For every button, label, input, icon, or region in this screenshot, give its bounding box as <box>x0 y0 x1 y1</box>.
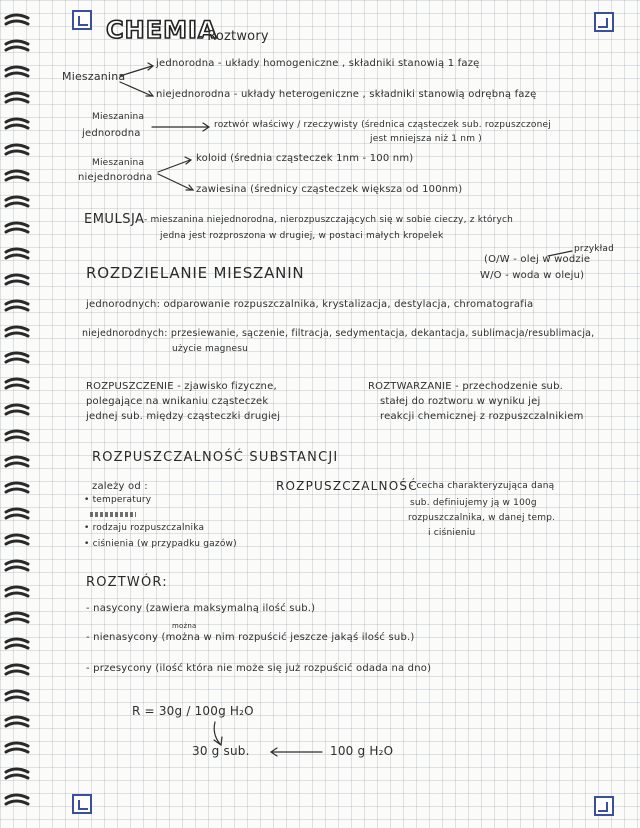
emulsja-note-1: (O/W - olej w wodzie <box>484 254 591 265</box>
emulsja-line-1: - mieszanina niejednorodna, nierozpuszczających się w sobie cieczy, z których <box>144 215 514 225</box>
rozpuszczanie-line-1: ROZPUSZCZENIE - zjawisko fizyczne, <box>86 381 277 392</box>
zalezy-item-rozpuszczalnik: • rodzaju rozpuszczalnika <box>84 523 205 533</box>
rozpuszczalnosc-def-3: rozpuszczalnika, w danej temp. <box>408 513 556 523</box>
formula-left: 30 g sub. <box>192 744 250 758</box>
mj-label-1: Mieszanina <box>92 112 145 122</box>
arrow-koloid <box>158 160 190 172</box>
roztwor-nienasycony-note: można <box>172 622 197 630</box>
roztwor-heading: ROZTWÓR: <box>86 575 168 590</box>
page-subtitle: - Roztwory <box>198 29 269 44</box>
scribble <box>90 512 136 517</box>
roztwarzanie-line-2: stałej do roztworu w wyniku jej <box>380 396 541 407</box>
roztwor-przesycony: - przesycony (ilość która nie może się już rozpuścić odada na dno) <box>86 663 432 674</box>
mj-desc-1: roztwór właściwy / rzeczywisty (średnica cząsteczek sub. rozpuszczonej <box>214 120 551 130</box>
mn-label-2: niejednorodna <box>78 172 153 183</box>
emulsja-przyklad: przykład <box>574 244 615 254</box>
corner-marker-top-right <box>594 12 614 32</box>
emulsja-note-2: W/O - woda w oleju) <box>480 270 585 281</box>
spiral-binding <box>0 0 40 828</box>
formula-main: R = 30g / 100g H₂O <box>132 704 254 718</box>
rozdzielanie-niejednorodnych-2: użycie magnesu <box>172 344 249 354</box>
corner-marker-top-left <box>72 10 92 30</box>
mn-zawiesina: zawiesina (średnicy cząsteczek większa od 100nm) <box>196 184 463 195</box>
mj-desc-2: jest mniejsza niż 1 nm ) <box>370 134 482 144</box>
corner-marker-bottom-right <box>594 796 614 816</box>
roztwarzanie-line-1: ROZTWARZANIE - przechodzenie sub. <box>368 381 563 392</box>
emulsja-label: EMULSJA <box>84 212 145 227</box>
rozpuszczalnosc-def-4: i ciśnieniu <box>428 528 476 538</box>
arrow-formula-down <box>214 722 220 744</box>
zalezy-od: zależy od : <box>92 481 148 492</box>
page-title: CHEMIA <box>106 16 218 44</box>
formula-right: 100 g H₂O <box>330 744 394 758</box>
mj-label-2: jednorodna <box>82 128 141 139</box>
roztwor-nasycony: - nasycony (zawiera maksymalną ilość sub.) <box>86 603 316 614</box>
rozpuszczalnosc-heading: ROZPUSZCZALNOŚĆ SUBSTANCJI <box>92 450 339 465</box>
emulsja-line-2: jedna jest rozproszona w drugiej, w postaci małych kropelek <box>160 231 444 241</box>
rozpuszczanie-line-3: jednej sub. między cząsteczki drugiej <box>86 411 281 422</box>
mieszanina-jednorodna: jednorodna - układy homogeniczne , składniki stanowią 1 fazę <box>156 58 480 69</box>
mn-koloid: koloid (średnia cząsteczek 1nm - 100 nm) <box>196 153 414 164</box>
corner-marker-bottom-left <box>72 794 92 814</box>
arrow-zawiesina <box>158 174 192 190</box>
rozpuszczalnosc-def-1: - cecha charakteryzująca daną <box>410 481 555 491</box>
rozpuszczanie-line-2: polegające na wnikaniu cząsteczek <box>86 396 269 407</box>
mn-label-1: Mieszanina <box>92 158 145 168</box>
zalezy-item-cisnienie: • ciśnienia (w przypadku gazów) <box>84 539 237 549</box>
arrow-niejednorodna <box>120 82 152 96</box>
rozdzielanie-niejednorodnych-1: niejednorodnych: przesiewanie, sączenie, filtracja, sedymentacja, dekantacja, sublimacja/resublimacja, <box>82 328 595 339</box>
mieszanina-niejednorodna: niejednorodna - układy heterogeniczne , składniki stanowią odrębną fazę <box>156 89 537 100</box>
roztwor-nienasycony: - nienasycony (można w nim rozpuścić jeszcze jakąś ilość sub.) <box>86 632 415 643</box>
zalezy-item-temperatura: • temperatury <box>84 495 152 505</box>
rozpuszczalnosc-def-label: ROZPUSZCZALNOŚĆ <box>276 479 418 493</box>
rozdzielanie-heading: ROZDZIELANIE MIESZANIN <box>86 264 305 282</box>
rozpuszczalnosc-def-2: sub. definiujemy ją w 100g <box>410 498 537 508</box>
rozdzielanie-jednorodnych: jednorodnych: odparowanie rozpuszczalnika, krystalizacja, destylacja, chromatografia <box>86 299 534 310</box>
roztwarzanie-line-3: reakcji chemicznej z rozpuszczalnikiem <box>380 411 584 422</box>
mieszanina-label: Mieszanina <box>62 70 126 83</box>
